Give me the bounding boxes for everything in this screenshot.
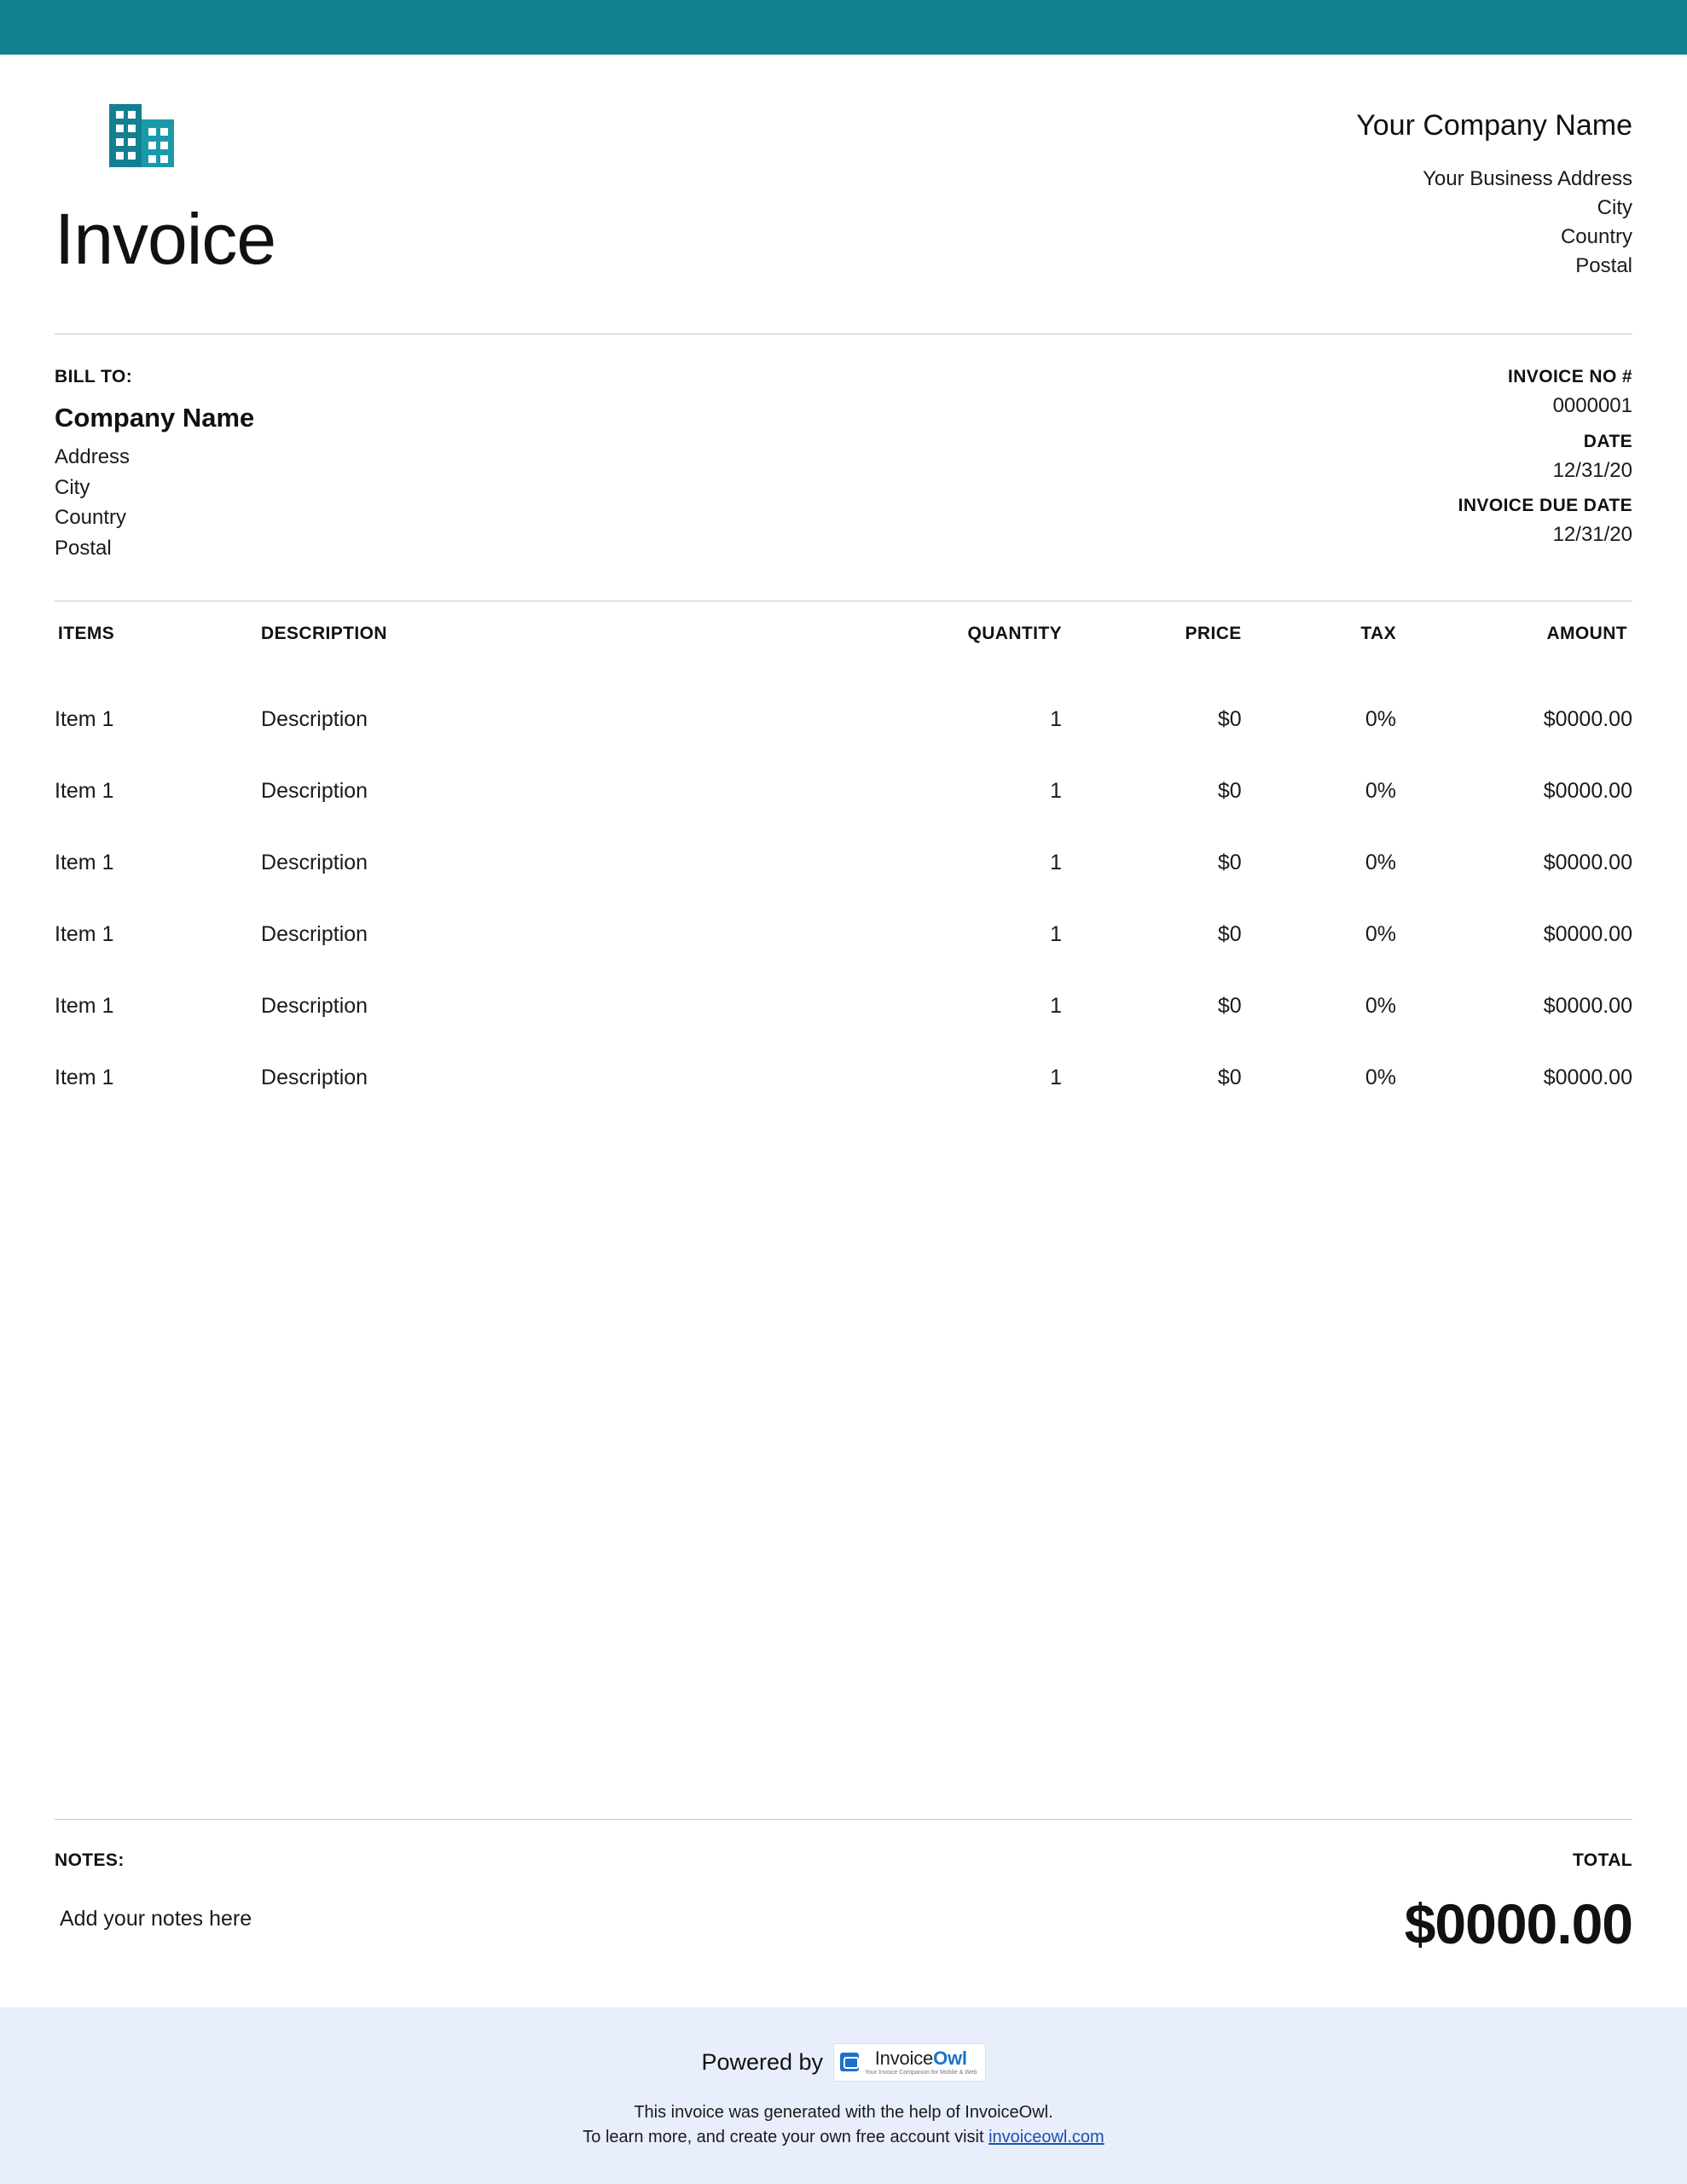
row-tax: 0%	[1365, 994, 1397, 1019]
row-quantity: 1	[1050, 922, 1063, 947]
bill-to-line-2: City	[55, 475, 90, 499]
row-amount: $0000.00	[1543, 779, 1632, 804]
billing-section	[55, 334, 1632, 601]
line-items-head	[55, 624, 1632, 690]
row-item: Item 1	[55, 994, 114, 1019]
header-tax: TAX	[1360, 624, 1397, 644]
row-tax: 0%	[1365, 707, 1397, 732]
invoice-header	[55, 55, 1632, 281]
invoice-number-value: 0000001	[1552, 394, 1632, 418]
brand-word-accent: Owl	[933, 2048, 967, 2070]
row-item: Item 1	[55, 1066, 114, 1090]
header-items: ITEMS	[58, 624, 115, 644]
total-label: TOTAL	[1572, 1850, 1632, 1871]
company-address-line-3: Country	[1560, 225, 1632, 249]
row-item: Item 1	[55, 779, 114, 804]
total-value: $0000.00	[1404, 1892, 1632, 1956]
table-row	[55, 977, 1632, 1048]
invoice-meta-block	[1458, 367, 1632, 563]
brand-tagline: Your Invoice Companion for Mobile & Web	[865, 2070, 977, 2077]
row-tax: 0%	[1365, 851, 1397, 875]
row-description: Description	[261, 994, 368, 1019]
bill-to-line-1: Address	[55, 445, 130, 469]
notes-label: NOTES:	[55, 1850, 125, 1871]
footer-legal-line-1: This invoice was generated with the help of InvoiceOwl.	[634, 2103, 1053, 2122]
powered-by-label: Powered by	[701, 2049, 824, 2076]
bill-to-line-4: Postal	[55, 536, 112, 560]
brand-word: Invoice	[874, 2048, 934, 2070]
building-logo-icon	[102, 101, 184, 171]
top-accent-bar	[0, 0, 1687, 55]
table-row	[55, 762, 1632, 834]
row-quantity: 1	[1050, 707, 1063, 732]
invoiceowl-link[interactable]: invoiceowl.com	[988, 2128, 1104, 2146]
row-quantity: 1	[1050, 851, 1063, 875]
row-amount: $0000.00	[1543, 1066, 1632, 1090]
footer-legal	[0, 2100, 1687, 2150]
notes-block	[55, 1850, 252, 1931]
invoice-due-date-label: INVOICE DUE DATE	[1458, 495, 1632, 515]
row-price: $0	[1217, 851, 1242, 875]
bill-to-label: BILL TO:	[55, 367, 133, 387]
invoiceowl-logo[interactable]	[833, 2043, 986, 2082]
invoice-body	[0, 55, 1687, 2007]
header-price: PRICE	[1185, 624, 1242, 644]
table-row	[55, 905, 1632, 977]
company-block	[1356, 101, 1632, 281]
row-tax: 0%	[1365, 1066, 1397, 1090]
row-amount: $0000.00	[1543, 851, 1632, 875]
row-quantity: 1	[1050, 1066, 1063, 1090]
header-quantity: QUANTITY	[967, 624, 1063, 644]
invoice-due-date-value: 12/31/20	[1552, 522, 1632, 546]
row-description: Description	[261, 851, 368, 875]
row-price: $0	[1217, 779, 1242, 804]
notes-and-total	[55, 1820, 1632, 2007]
table-spacer	[55, 1120, 1632, 1810]
row-quantity: 1	[1050, 994, 1063, 1019]
page-title: Invoice	[55, 199, 276, 279]
row-quantity: 1	[1050, 779, 1063, 804]
row-description: Description	[261, 707, 368, 732]
bill-to-company: Company Name	[55, 403, 255, 433]
row-tax: 0%	[1365, 779, 1397, 804]
row-description: Description	[261, 779, 368, 804]
company-address-line-2: City	[1597, 196, 1632, 220]
footer-bar	[0, 2007, 1687, 2184]
line-items-body	[55, 690, 1632, 1120]
row-amount: $0000.00	[1543, 707, 1632, 732]
row-price: $0	[1217, 1066, 1242, 1090]
row-amount: $0000.00	[1543, 994, 1632, 1019]
invoice-date-label: DATE	[1583, 431, 1632, 451]
company-name: Your Company Name	[1356, 109, 1632, 142]
footer-legal-prefix: To learn more, and create your own free account visit	[583, 2128, 984, 2146]
line-items-table	[55, 624, 1632, 1120]
row-tax: 0%	[1365, 922, 1397, 947]
table-row	[55, 834, 1632, 905]
header-amount: AMOUNT	[1546, 624, 1627, 644]
invoice-date-value: 12/31/20	[1552, 458, 1632, 482]
notes-text: Add your notes here	[60, 1907, 252, 1931]
powered-by-row	[0, 2043, 1687, 2082]
row-description: Description	[261, 922, 368, 947]
header-description: DESCRIPTION	[261, 624, 387, 644]
company-address-line-1: Your Business Address	[1423, 167, 1632, 190]
row-item: Item 1	[55, 851, 114, 875]
row-item: Item 1	[55, 707, 114, 732]
company-address-line-4: Postal	[1575, 254, 1632, 278]
row-description: Description	[261, 1066, 368, 1090]
row-price: $0	[1217, 707, 1242, 732]
table-row	[55, 690, 1632, 762]
row-item: Item 1	[55, 922, 114, 947]
bill-to-block	[55, 367, 254, 563]
table-header-row	[55, 624, 1632, 690]
footer-legal-line-2	[0, 2125, 1687, 2150]
owl-icon	[840, 2053, 859, 2071]
table-row	[55, 1048, 1632, 1120]
invoiceowl-wordmark	[865, 2048, 977, 2077]
total-block	[1405, 1850, 1632, 1956]
bill-to-line-3: Country	[55, 506, 127, 530]
row-price: $0	[1217, 922, 1242, 947]
row-amount: $0000.00	[1543, 922, 1632, 947]
invoice-header-left	[55, 101, 276, 279]
row-price: $0	[1217, 994, 1242, 1019]
invoice-number-label: INVOICE NO #	[1508, 367, 1632, 387]
